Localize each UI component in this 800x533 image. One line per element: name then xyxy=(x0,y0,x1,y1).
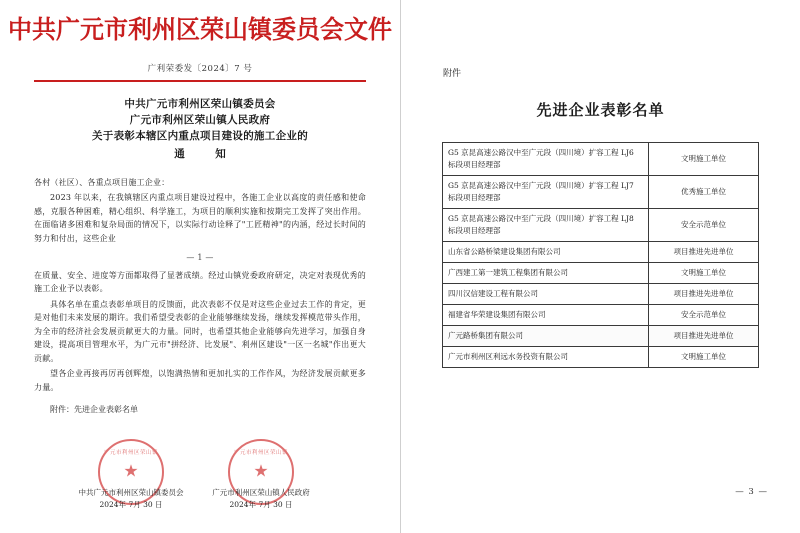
signature-date-left: 2024年 7月 30 日 xyxy=(99,500,163,509)
star-icon: ★ xyxy=(123,461,139,482)
company-name-cell: 广元市利州区利远水务投资有限公司 xyxy=(443,347,649,368)
company-name-cell: 四川汉信建设工程有限公司 xyxy=(443,284,649,305)
issuer-line-1: 中共广元市利州区荣山镇委员会 xyxy=(124,97,276,110)
signature-area xyxy=(0,439,400,509)
attachment-note: 附件：先进企业表彰名单 xyxy=(50,405,138,414)
attachment-label: 附件 xyxy=(443,69,462,79)
table-row xyxy=(443,347,759,368)
seal-arc-text-right: 广元市利州区荣山镇 xyxy=(233,450,288,456)
document-body xyxy=(34,176,366,395)
company-name-cell: 山东省公路桥梁建设集团有限公司 xyxy=(443,242,649,263)
company-name-cell: G5 京昆高速公路汉中至广元段（四川境）扩容工程 LJ7 标段项目经理部 xyxy=(443,176,649,209)
table-row xyxy=(443,209,759,242)
honor-cell: 文明施工单位 xyxy=(649,143,759,176)
company-name-cell: 广西建工第一建筑工程集团有限公司 xyxy=(443,263,649,284)
table-row xyxy=(443,305,759,326)
body-paragraph-1: 2023 年以来，在我镇辖区内重点项目建设过程中，各施工企业以高度的责任感和使命感，克服各种困难，精心组织、科学施工，为项目的顺利实施和按期完工发挥了突出作用。在面临诸多困难和复杂局面的情况下，以实际行动诠释了"工匠精神"的内涵，经过长时间的努力和付出，这些企业 xyxy=(34,193,366,243)
masthead-title: 中共广元市利州区荣山镇委员会文件 xyxy=(8,15,393,44)
table-row xyxy=(443,143,759,176)
table-row xyxy=(443,326,759,347)
company-name-cell: 福建省华荣建设集团有限公司 xyxy=(443,305,649,326)
issuer-line-3: 关于表彰本辖区内重点项目建设的施工企业的 xyxy=(92,129,308,142)
table-row xyxy=(443,242,759,263)
honor-cell: 项目推进先进单位 xyxy=(649,284,759,305)
table-row xyxy=(443,176,759,209)
signer-name-right: 广元市利州区荣山镇人民政府 xyxy=(212,488,310,497)
red-divider-rule xyxy=(34,80,366,82)
award-list-title: 先进企业表彰名单 xyxy=(536,101,665,119)
honor-cell: 项目推进先进单位 xyxy=(649,242,759,263)
honor-cell: 文明施工单位 xyxy=(649,347,759,368)
honor-cell: 安全示范单位 xyxy=(649,209,759,242)
body-paragraph-4: 望各企业再接再厉再创辉煌，以饱满热情和更加扎实的工作作风，为经济发展贡献更多力量。 xyxy=(34,369,366,392)
body-paragraph-2: 在质量、安全、进度等方面都取得了显著成绩。经过山镇党委政府研定，决定对表现优秀的施工企业予以表彰。 xyxy=(34,270,366,293)
honor-cell: 优秀施工单位 xyxy=(649,176,759,209)
company-name-cell: G5 京昆高速公路汉中至广元段（四川境）扩容工程 LJ6 标段项目经理部 xyxy=(443,143,649,176)
body-paragraph-3: 具体名单在重点表彰单项目的反馈面，此次表彰不仅是对这些企业过去工作的肯定，更是对他们未来发展的期许。我们希望受表彰的企业能够继续发扬，继续发挥模范带头作用，为全市的经济社会发展贡献更大的力量。同时，也希望其他企业能够向先进学习，加强自身建设，提高项目管理水平，为广元市"拼经济、比发展"、利州区建设"一区一名城"作出更大贡献。 xyxy=(34,299,366,363)
issuer-line-2: 广元市利州区荣山镇人民政府 xyxy=(129,113,271,126)
honor-cell: 安全示范单位 xyxy=(649,305,759,326)
signature-date-right: 2024年 7月 30 日 xyxy=(229,500,293,509)
document-number: 广利荣委发〔2024〕7 号 xyxy=(147,64,253,74)
notice-heading: 通 知 xyxy=(174,147,236,160)
page-number: — 3 — xyxy=(735,487,768,497)
signer-name-left: 中共广元市利州区荣山镇委员会 xyxy=(78,488,184,497)
honor-cell: 文明施工单位 xyxy=(649,263,759,284)
award-table xyxy=(442,142,759,368)
page-separator: — 1 — xyxy=(186,253,214,262)
table-row xyxy=(443,263,759,284)
table-row xyxy=(443,284,759,305)
company-name-cell: 广元路桥集团有限公司 xyxy=(443,326,649,347)
star-icon: ★ xyxy=(253,461,269,482)
company-name-cell: G5 京昆高速公路汉中至广元段（四川境）扩容工程 LJ8 标段项目经理部 xyxy=(443,209,649,242)
masthead xyxy=(0,0,400,46)
award-table-body xyxy=(443,143,759,368)
salutation: 各村（社区）、各重点项目施工企业： xyxy=(34,177,170,187)
issuing-authority-block xyxy=(0,96,400,162)
seal-arc-text-left: 广元市利州区荣山镇 xyxy=(103,450,158,456)
honor-cell: 项目推进先进单位 xyxy=(649,326,759,347)
document-page-right xyxy=(400,0,800,533)
